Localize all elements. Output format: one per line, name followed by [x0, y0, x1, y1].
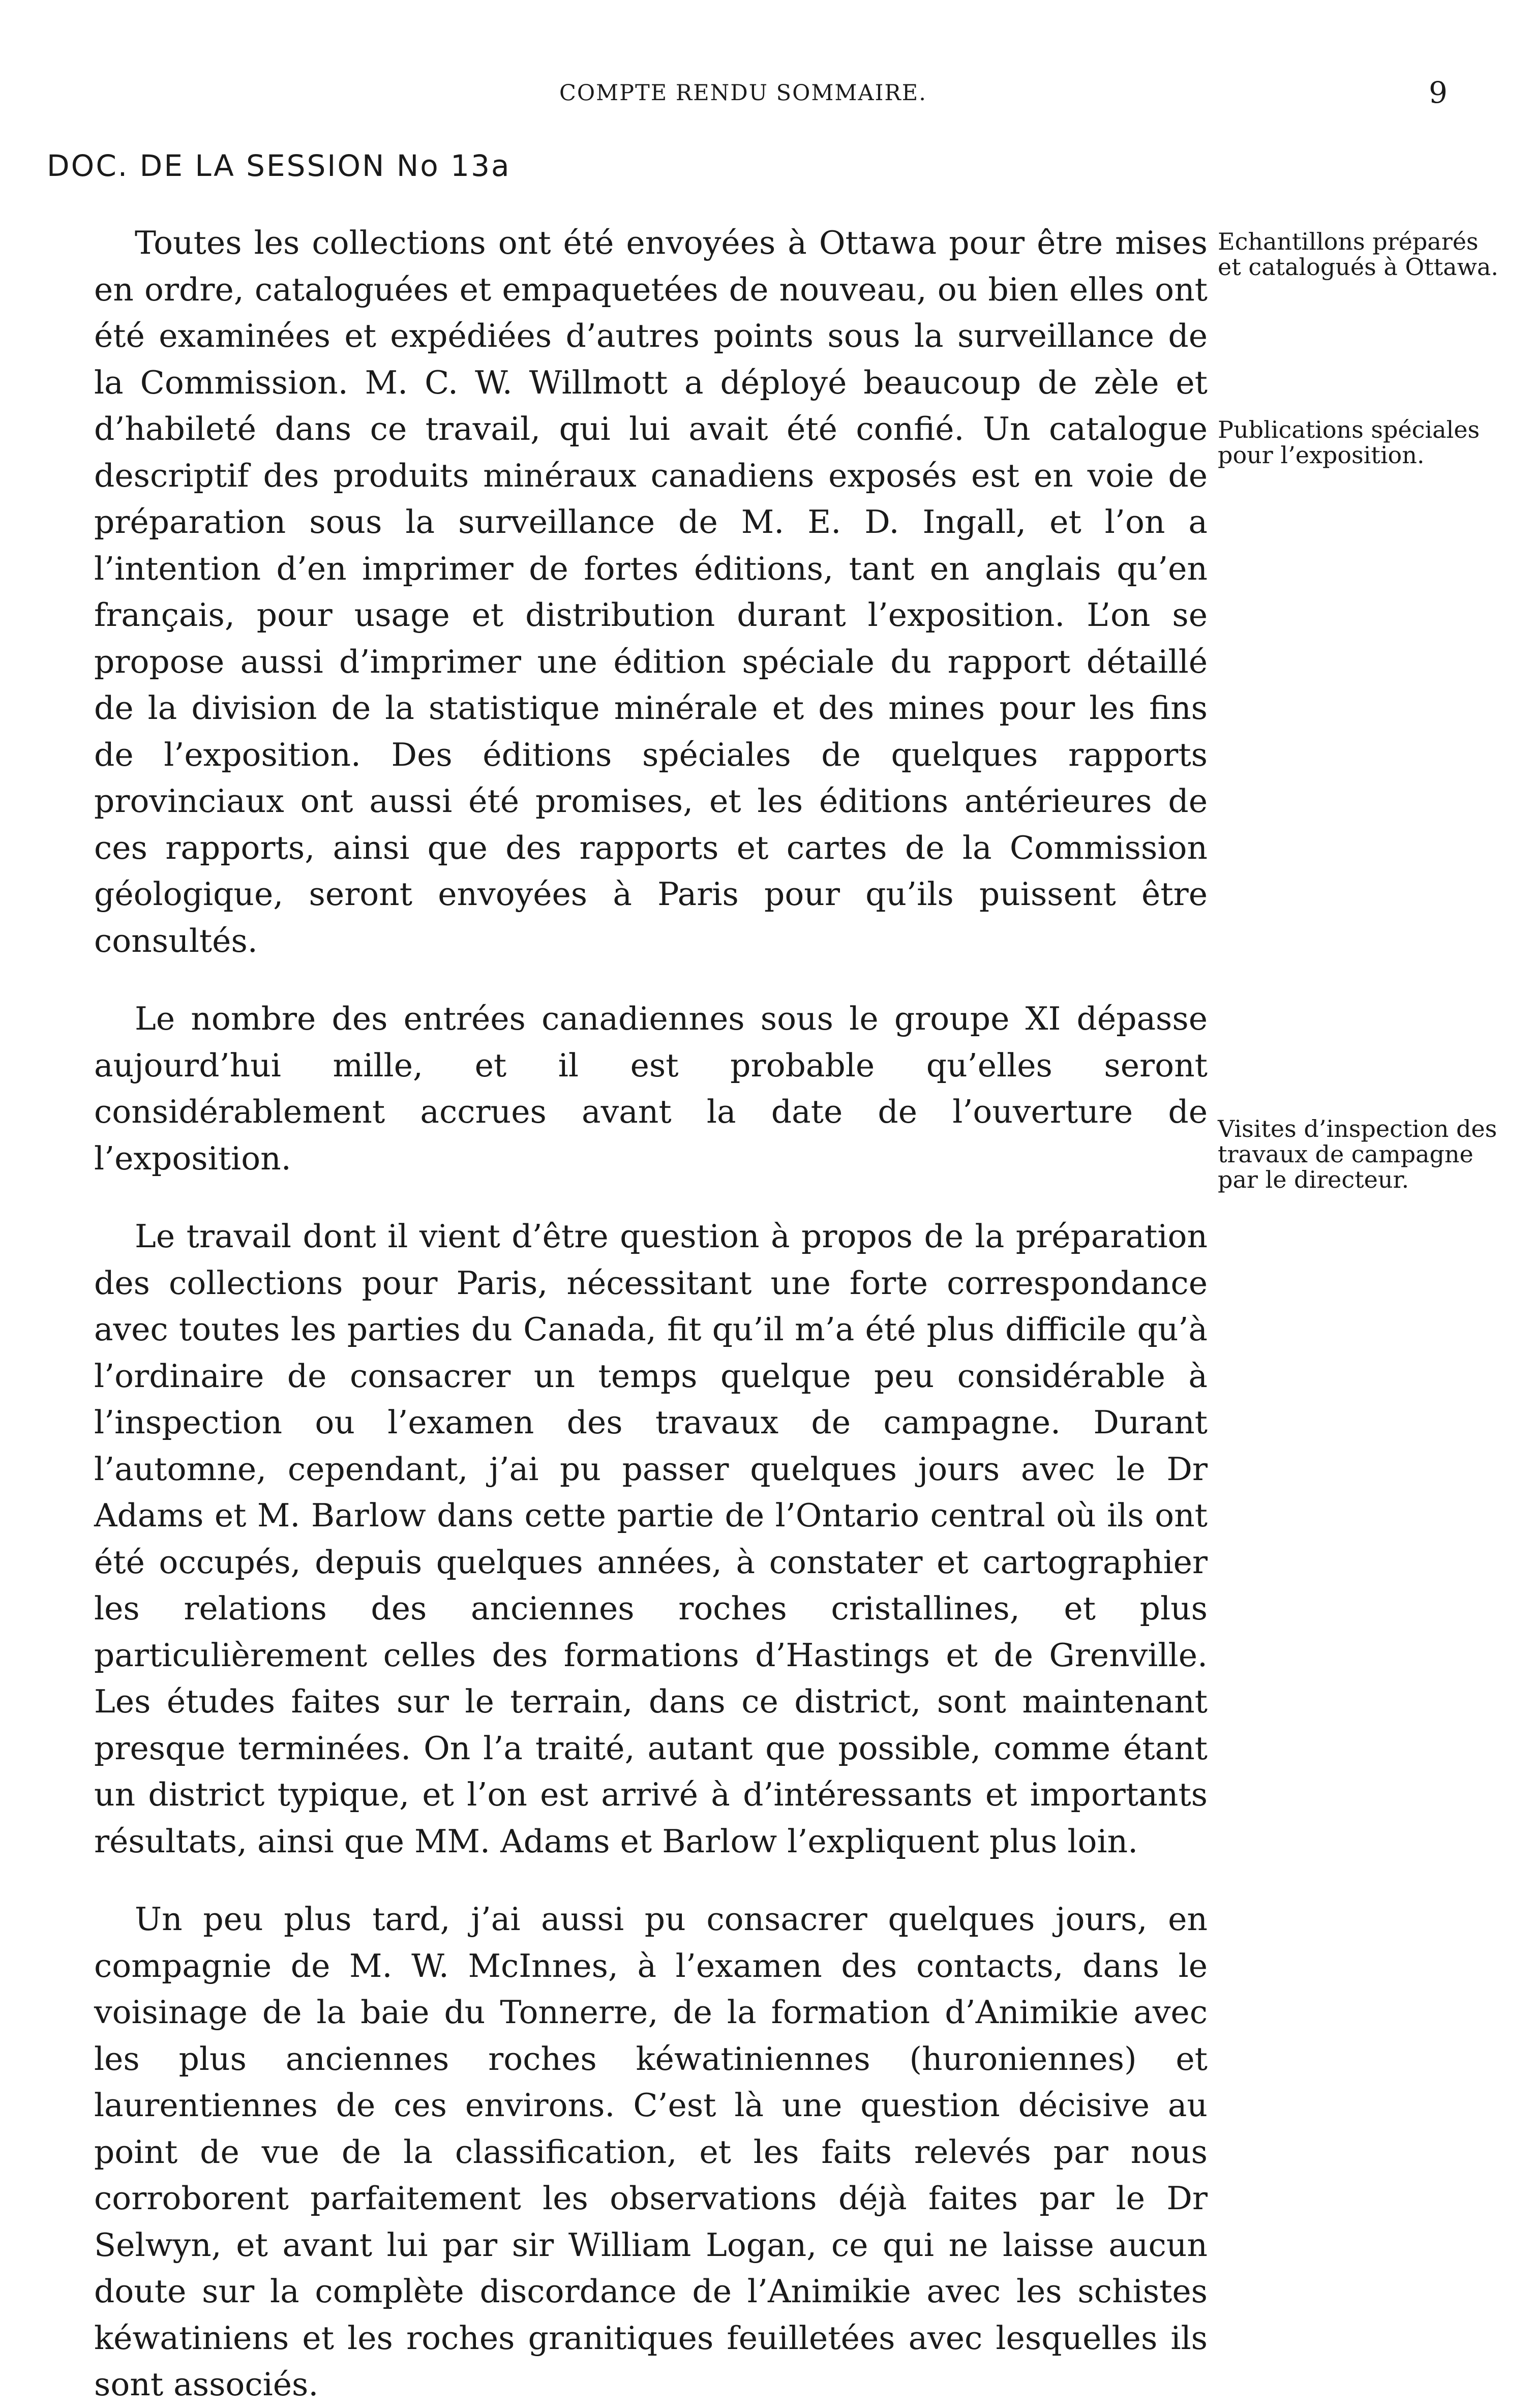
paragraph-collections: Toutes les collections ont été envoyées à Ottawa pour être mises en ordre, cataloguées et empaquetées de nouveau, ou bien elles ont été examinées et expédiées d’autres points sous la surveillance de la Commission. M. C. W. Willmott a déployé beaucoup de zèle et d’habileté dans ce travail, qui lui avait été confié. Un catalogue descriptif des produits minéraux canadiens exposés est en voie de préparation sous la surveillance de M. E. D. Ingall, et l’on a l’intention d’en imprimer de fortes éditions, tant en anglais qu’en français, pour usage et distribution durant l’exposition. L’on se propose aussi d’imprimer une édition spéciale du rapport détaillé de la division de la statistique minérale et des mines pour les fins de l’exposition. Des éditions spéciales de quelques rapports provinciaux ont aussi été promises, et les éditions antérieures de ces rapports, ainsi que des rapports et cartes de la Commission géologique, seront envoyées à Paris pour qu’ils puissent être consultés.	[94, 224, 1208, 959]
margin-note-inspection: Visites d’inspection des travaux de campagne par le directeur.	[1218, 1115, 1497, 1193]
body-text	[94, 220, 1208, 2408]
paragraph-animikie: Un peu plus tard, j’ai aussi pu consacrer quelques jours, en compagnie de M. W. McInnes, à l’examen des contacts, dans le voisinage de la baie du Tonnerre, de la formation d’Animikie avec les plus anciennes roches kéwatiniennes (huroniennes) et laurentiennes de ces environs. C’est là une question décisive au point de vue de la classification, et les faits relevés par nous corroborent parfaitement les observations déjà faites par le Dr Selwyn, et avant lui par sir William Logan, ce qui ne laisse aucun doute sur la complète discordance de l’Animikie avec les schistes kéwatiniens et les roches granitiques feuilletées avec lesquelles ils sont associés.	[94, 1901, 1208, 2403]
margin-note-publications: Publications spéciales pour l’exposition.	[1218, 416, 1480, 469]
paragraph-field-inspection: Le travail dont il vient d’être question à propos de la préparation des collections pour Paris, nécessitant une forte correspondance avec toutes les parties du Canada, fit qu’il m’a été plus difficile qu’à l’ordinaire de consacrer un temps quelque peu considérable à l’inspection ou l’examen des travaux de campagne. Durant l’automne, cependant, j’ai pu passer quelques jours avec le Dr Adams et M. Barlow dans cette partie de l’Ontario central où ils ont été occupés, depuis quelques années, à constater et cartographier les relations des anciennes roches cristallines, et plus particulièrement celles des formations d’Hastings et de Grenville. Les études faites sur le terrain, dans ce district, sont maintenant presque terminées. On l’a traité, autant que possible, comme étant un district typique, et l’on est arrivé à d’intéressants et importants résultats, ainsi que MM. Adams et Barlow l’expliquent plus loin.	[94, 1218, 1208, 1860]
running-header: COMPTE RENDU SOMMAIRE.	[559, 80, 927, 106]
paragraph-entries: Le nombre des entrées canadiennes sous le groupe XI dépasse aujourd’hui mille, et il est probable qu’elles seront considérablement accrues avant la date de l’ouverture de l’exposition.	[94, 1000, 1208, 1177]
margin-note-samples: Echantillons préparés et catalogués à Ottawa.	[1218, 228, 1498, 281]
session-document-label: DOC. DE LA SESSION No 13a	[47, 148, 511, 183]
page-number: 9	[1429, 75, 1448, 110]
